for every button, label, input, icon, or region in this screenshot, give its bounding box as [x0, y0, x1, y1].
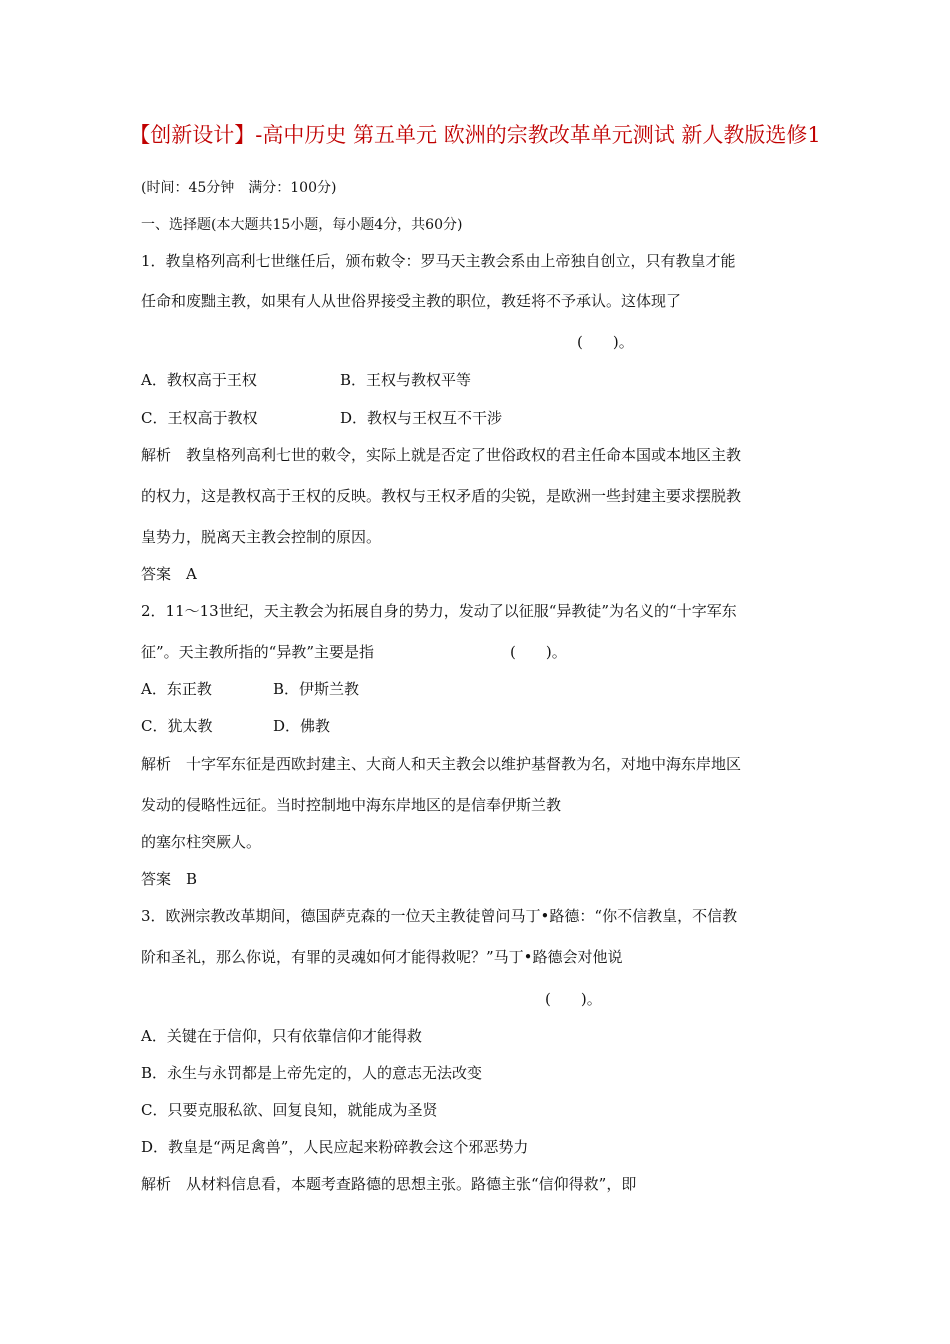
q2-option-b: B．伊斯兰教: [273, 680, 360, 698]
q3-option-a: A．关键在于信仰，只有依靠信仰才能得救: [141, 1027, 422, 1045]
section-heading: 一、选择题(本大题共15小题，每小题4分，共60分): [141, 217, 463, 233]
q1-option-a: A．教权高于王权: [141, 371, 257, 389]
q3-option-c: C．只要克服私欲、回复良知，就能成为圣贤: [141, 1101, 438, 1119]
q2-explanation-line-2: 发动的侵略性远征。当时控制地中海东岸地区的是信奉伊斯兰教: [141, 796, 562, 814]
q1-option-d: D．教权与王权互不干涉: [340, 409, 503, 427]
q2-explanation-line-3: 的塞尔柱突厥人。: [141, 833, 262, 851]
q3-option-b: B．永生与永罚都是上帝先定的，人的意志无法改变: [141, 1064, 483, 1082]
q1-stem-line-1: 1．教皇格列高利七世继任后，颁布敕令：罗马天主教会系由上帝独自创立，只有教皇才能: [141, 252, 736, 270]
q2-option-d: D．佛教: [273, 717, 331, 735]
q3-option-d: D．教皇是“两足禽兽”，人民应起来粉碎教会这个邪恶势力: [141, 1138, 529, 1156]
q2-stem-line-1: 2．11～13世纪，天主教会为拓展自身的势力，发动了以征服“异教徒”为名义的“十字军东: [141, 602, 737, 620]
q1-explanation-line-3: 皇势力，脱离天主教会控制的原因。: [141, 528, 382, 546]
q2-answer: 答案 B: [141, 870, 198, 888]
q2-answer-blank: ( )。: [510, 643, 567, 661]
q2-explanation-line-1: 解析 十字军东征是西欧封建主、大商人和天主教会以维护基督教为名，对地中海东岸地区: [141, 755, 742, 773]
q1-answer-blank: ( )。: [577, 333, 634, 351]
q3-stem-line-2: 阶和圣礼，那么你说，有罪的灵魂如何才能得救呢？”马丁•路德会对他说: [141, 948, 623, 966]
q3-explanation-line-1: 解析 从材料信息看，本题考查路德的思想主张。路德主张“信仰得救”，即: [141, 1175, 637, 1193]
q3-stem-line-1: 3．欧洲宗教改革期间，德国萨克森的一位天主教徒曾问马丁•路德：“你不信教皇，不信教: [141, 907, 738, 925]
q1-option-b: B．王权与教权平等: [340, 371, 472, 389]
q1-explanation-line-1: 解析 教皇格列高利七世的敕令，实际上就是否定了世俗政权的君主任命本国或本地区主教: [141, 446, 742, 464]
q1-explanation-line-2: 的权力，这是教权高于王权的反映。教权与王权矛盾的尖锐，是欧洲一些封建主要求摆脱教: [141, 487, 742, 505]
document-title: 【创新设计】-高中历史 第五单元 欧洲的宗教改革单元测试 新人教版选修1: [129, 123, 821, 147]
q2-stem-line-2: 征”。天主教所指的“异教”主要是指: [141, 643, 375, 661]
q3-answer-blank: ( )。: [545, 990, 602, 1008]
q1-stem-line-2: 任命和废黜主教，如果有人从世俗界接受主教的职位，教廷将不予承认。这体现了: [141, 292, 682, 310]
q1-option-c: C．王权高于教权: [141, 409, 258, 427]
q1-answer: 答案 A: [141, 565, 197, 583]
exam-meta: (时间：45分钟 满分：100分): [141, 180, 337, 196]
q2-option-c: C．犹太教: [141, 717, 213, 735]
q2-option-a: A．东正教: [141, 680, 212, 698]
